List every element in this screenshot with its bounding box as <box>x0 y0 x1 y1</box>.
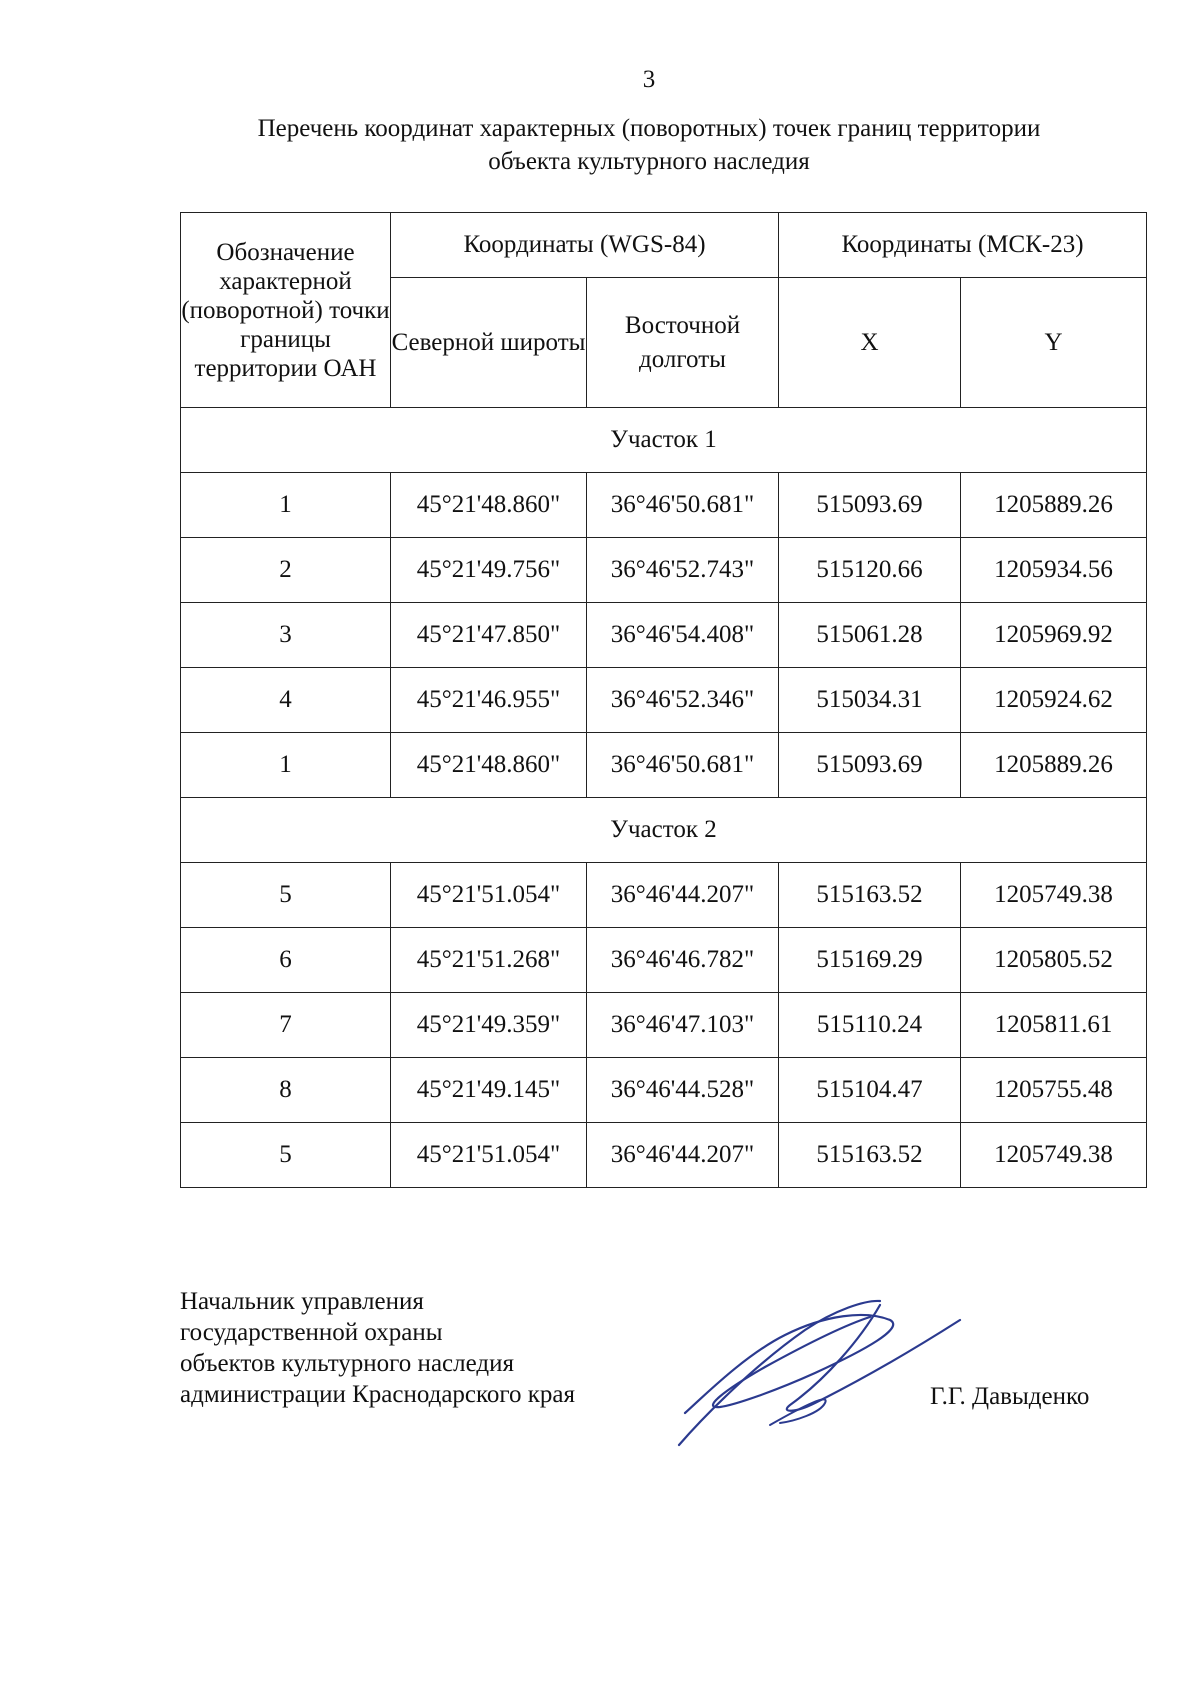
latitude-cell: 45°21'46.955" <box>391 668 587 733</box>
x-cell: 515093.69 <box>779 733 961 798</box>
table-row <box>181 473 1147 538</box>
signer-name: Г.Г. Давыденко <box>930 1383 1090 1410</box>
point-cell: 7 <box>181 993 391 1058</box>
table-header-row <box>181 213 1147 278</box>
y-cell: 1205934.56 <box>961 538 1147 603</box>
document-title-line-2: объекта культурного наследия <box>488 148 810 175</box>
signature-stroke <box>685 1315 893 1413</box>
latitude-cell: 45°21'49.756" <box>391 538 587 603</box>
longitude-cell: 36°46'52.346" <box>587 668 779 733</box>
longitude-cell: 36°46'54.408" <box>587 603 779 668</box>
section-row <box>181 408 1147 473</box>
signer-position-line-4: администрации Краснодарского края <box>180 1381 576 1408</box>
y-cell: 1205889.26 <box>961 473 1147 538</box>
y-cell: 1205889.26 <box>961 733 1147 798</box>
signer-position <box>180 1286 575 1410</box>
subheader-latitude: Северной широты <box>391 278 587 408</box>
table-row <box>181 1058 1147 1123</box>
point-cell: 5 <box>181 1123 391 1188</box>
point-cell: 8 <box>181 1058 391 1123</box>
longitude-cell: 36°46'44.207" <box>587 1123 779 1188</box>
x-cell: 515110.24 <box>779 993 961 1058</box>
coordinates-table <box>180 212 1147 1188</box>
longitude-cell: 36°46'50.681" <box>587 733 779 798</box>
latitude-cell: 45°21'47.850" <box>391 603 587 668</box>
x-cell: 515163.52 <box>779 863 961 928</box>
longitude-cell: 36°46'46.782" <box>587 928 779 993</box>
latitude-cell: 45°21'48.860" <box>391 733 587 798</box>
signature-stroke <box>770 1399 826 1425</box>
y-cell: 1205805.52 <box>961 928 1147 993</box>
y-cell: 1205755.48 <box>961 1058 1147 1123</box>
x-cell: 515163.52 <box>779 1123 961 1188</box>
table-row <box>181 993 1147 1058</box>
document-title <box>0 112 1200 178</box>
point-cell: 3 <box>181 603 391 668</box>
signer-position-line-2: государственной охраны <box>180 1319 443 1346</box>
y-cell: 1205749.38 <box>961 1123 1147 1188</box>
table-row <box>181 1123 1147 1188</box>
longitude-cell: 36°46'44.207" <box>587 863 779 928</box>
header-point-label: Обозначение характерной (поворотной) точки границы территории ОАН <box>181 213 391 408</box>
x-cell: 515034.31 <box>779 668 961 733</box>
point-cell: 4 <box>181 668 391 733</box>
y-cell: 1205924.62 <box>961 668 1147 733</box>
handwritten-signature <box>665 1295 965 1455</box>
page-number: 3 <box>642 66 656 93</box>
point-cell: 2 <box>181 538 391 603</box>
table-row <box>181 603 1147 668</box>
x-cell: 515093.69 <box>779 473 961 538</box>
table-body <box>181 408 1147 1188</box>
subheader-longitude: Восточной долготы <box>587 278 779 408</box>
signer-position-line-1: Начальник управления <box>180 1288 424 1315</box>
table-row <box>181 668 1147 733</box>
section-row <box>181 798 1147 863</box>
y-cell: 1205749.38 <box>961 863 1147 928</box>
point-cell: 6 <box>181 928 391 993</box>
y-cell: 1205811.61 <box>961 993 1147 1058</box>
point-cell: 1 <box>181 733 391 798</box>
header-wgs84: Координаты (WGS-84) <box>391 213 779 278</box>
signer-position-line-3: объектов культурного наследия <box>180 1350 514 1377</box>
longitude-cell: 36°46'47.103" <box>587 993 779 1058</box>
y-cell: 1205969.92 <box>961 603 1147 668</box>
header-msk23: Координаты (МСК-23) <box>779 213 1147 278</box>
latitude-cell: 45°21'51.268" <box>391 928 587 993</box>
longitude-cell: 36°46'52.743" <box>587 538 779 603</box>
x-cell: 515061.28 <box>779 603 961 668</box>
x-cell: 515169.29 <box>779 928 961 993</box>
latitude-cell: 45°21'49.359" <box>391 993 587 1058</box>
subheader-y: Y <box>961 278 1147 408</box>
point-cell: 5 <box>181 863 391 928</box>
subheader-x: X <box>779 278 961 408</box>
latitude-cell: 45°21'51.054" <box>391 1123 587 1188</box>
longitude-cell: 36°46'44.528" <box>587 1058 779 1123</box>
section-title: Участок 1 <box>181 408 1147 473</box>
latitude-cell: 45°21'48.860" <box>391 473 587 538</box>
document-title-line-1: Перечень координат характерных (поворотных) точек границ территории <box>257 115 1041 142</box>
table-row <box>181 733 1147 798</box>
point-cell: 1 <box>181 473 391 538</box>
table-row <box>181 538 1147 603</box>
longitude-cell: 36°46'50.681" <box>587 473 779 538</box>
latitude-cell: 45°21'49.145" <box>391 1058 587 1123</box>
x-cell: 515104.47 <box>779 1058 961 1123</box>
x-cell: 515120.66 <box>779 538 961 603</box>
table-row <box>181 863 1147 928</box>
table-row <box>181 928 1147 993</box>
section-title: Участок 2 <box>181 798 1147 863</box>
latitude-cell: 45°21'51.054" <box>391 863 587 928</box>
